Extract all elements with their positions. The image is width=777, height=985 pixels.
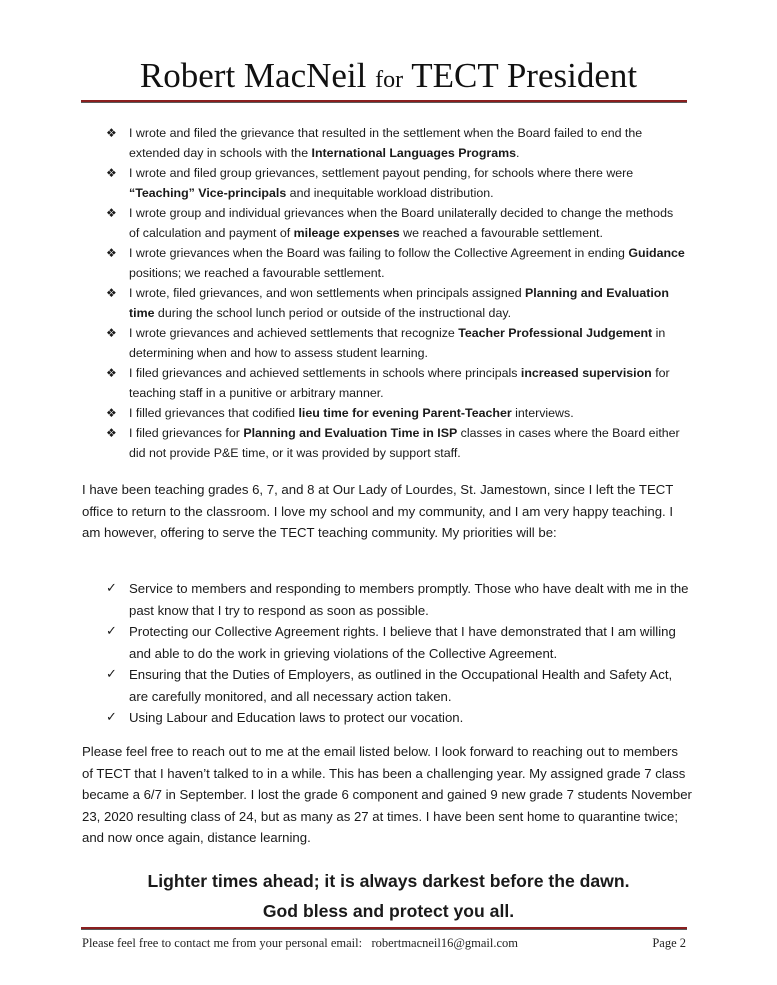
- page-title: [0, 56, 777, 100]
- grievance-item: [106, 363, 686, 403]
- grievance-text: we reached a favourable settlement.: [399, 226, 603, 240]
- priority-text: Protecting our Collective Agreement rights. I believe that I have demonstrated that I am willing and able to do the work in grieving violations of the Collective Agreement.: [129, 624, 676, 661]
- grievance-highlight: Planning and Evaluation time: [129, 286, 669, 320]
- grievance-item: [106, 283, 686, 323]
- grievance-highlight: lieu time for evening Parent-Teacher: [298, 406, 512, 420]
- grievance-item: [106, 123, 686, 163]
- closing-line-2: God bless and protect you all.: [262, 901, 515, 921]
- page-number: Page 2: [652, 936, 686, 950]
- grievance-text: for teaching staff in a punitive or arbitrary manner.: [129, 366, 670, 400]
- grievance-highlight: “Teaching” Vice-principals: [129, 186, 287, 200]
- grievance-item: [106, 203, 686, 243]
- grievance-item: [106, 323, 686, 363]
- grievance-text: during the school lunch period or outside of the instructional day.: [154, 306, 512, 320]
- grievance-text: I wrote, filed grievances, and won settlements when principals assigned: [129, 286, 526, 300]
- priority-item: [106, 664, 692, 707]
- grievance-text: I wrote grievances and achieved settlements that recognize: [129, 326, 459, 340]
- diamond-cross-icon: ❖: [106, 166, 117, 180]
- footer-email[interactable]: robertmacneil16@gmail.com: [371, 936, 519, 950]
- footer-contact-text: Please feel free to contact me from your personal email:: [82, 936, 363, 950]
- diamond-cross-icon: ❖: [106, 366, 117, 380]
- footer-contact: [82, 936, 518, 951]
- diamond-cross-icon: ❖: [106, 126, 117, 140]
- checkmark-icon: ✓: [106, 624, 117, 639]
- grievance-text: I wrote grievances when the Board was failing to follow the Collective Agreement in ending: [129, 246, 629, 260]
- priority-list: [106, 578, 692, 729]
- grievance-text: interviews.: [511, 406, 574, 420]
- grievance-item: [106, 423, 686, 463]
- grievance-text: I filled grievances that codified: [129, 406, 299, 420]
- diamond-cross-icon: ❖: [106, 426, 117, 440]
- grievance-highlight: Guidance: [628, 246, 685, 260]
- grievance-highlight: Teacher Professional Judgement: [458, 326, 653, 340]
- grievance-highlight: Planning and Evaluation Time in ISP: [243, 426, 458, 440]
- grievance-item: [106, 243, 686, 283]
- grievance-text: I wrote group and individual grievances when the Board unilaterally decided to change the methods of calculation and payment of: [129, 206, 674, 240]
- grievance-text: .: [516, 146, 520, 160]
- closing-message: [0, 866, 777, 926]
- diamond-cross-icon: ❖: [106, 326, 117, 340]
- grievance-highlight: mileage expenses: [293, 226, 400, 240]
- grievance-text: I wrote and filed the grievance that resulted in the settlement when the Board failed to end the extended day in schools with the: [129, 126, 643, 160]
- grievance-text: classes in cases where the Board either did not provide P&E time, or it was provided by support staff.: [129, 426, 680, 460]
- candidate-position: TECT President: [411, 56, 638, 95]
- grievance-text: positions; we reached a favourable settlement.: [129, 266, 385, 280]
- title-for: for: [375, 67, 404, 93]
- grievance-text: and inequitable workload distribution.: [286, 186, 494, 200]
- grievance-text: I wrote and filed group grievances, settlement payout pending, for schools where there were: [129, 166, 634, 180]
- diamond-cross-icon: ❖: [106, 406, 117, 420]
- closing-paragraph: Please feel free to reach out to me at the email listed below. I look forward to reaching out to members of TECT that I haven’t talked to in a while. This has been a challenging year. My assigned grade 7 class became a 6/7 in September. I lost the grade 6 component and gained 9 new grade 7 students November 23, 2020 resulting class of 24, but as many as 27 at times. I have been sent home to quarantine twice; and now once again, distance learning.: [82, 744, 692, 845]
- header-divider: [81, 100, 687, 103]
- priority-text: Service to members and responding to members promptly. Those who have dealt with me in the past know that I try to respond as soon as possible.: [129, 581, 689, 618]
- grievance-highlight: International Languages Programs: [311, 146, 517, 160]
- diamond-cross-icon: ❖: [106, 206, 117, 220]
- grievance-text: in determining when and how to assess student learning.: [129, 326, 666, 360]
- checkmark-icon: ✓: [106, 710, 117, 725]
- intro-paragraph: I have been teaching grades 6, 7, and 8 at Our Lady of Lourdes, St. Jamestown, since I left the TECT office to return to the classroom. I love my school and my community, and I am very happy teaching. I am however, offering to serve the TECT teaching community. My priorities will be:: [82, 482, 674, 540]
- priority-item: [106, 707, 692, 729]
- grievance-text: I filed grievances for: [129, 426, 244, 440]
- diamond-cross-icon: ❖: [106, 286, 117, 300]
- diamond-cross-icon: ❖: [106, 246, 117, 260]
- checkmark-icon: ✓: [106, 581, 117, 596]
- grievance-item: [106, 403, 686, 423]
- footer-divider: [81, 927, 687, 930]
- priority-text: Ensuring that the Duties of Employers, as outlined in the Occupational Health and Safety Act, are carefully monitored, and all necessary action taken.: [129, 667, 673, 704]
- priority-text: Using Labour and Education laws to protect our vocation.: [129, 710, 464, 725]
- grievance-text: I filed grievances and achieved settlements in schools where principals: [129, 366, 521, 380]
- priority-item: [106, 621, 692, 664]
- grievance-list: [106, 123, 686, 463]
- candidate-name: Robert MacNeil: [139, 56, 367, 95]
- checkmark-icon: ✓: [106, 667, 117, 682]
- grievance-highlight: increased supervision: [520, 366, 652, 380]
- closing-line-1: Lighter times ahead; it is always darkest before the dawn.: [147, 871, 630, 891]
- grievance-item: [106, 163, 686, 203]
- priority-item: [106, 578, 692, 621]
